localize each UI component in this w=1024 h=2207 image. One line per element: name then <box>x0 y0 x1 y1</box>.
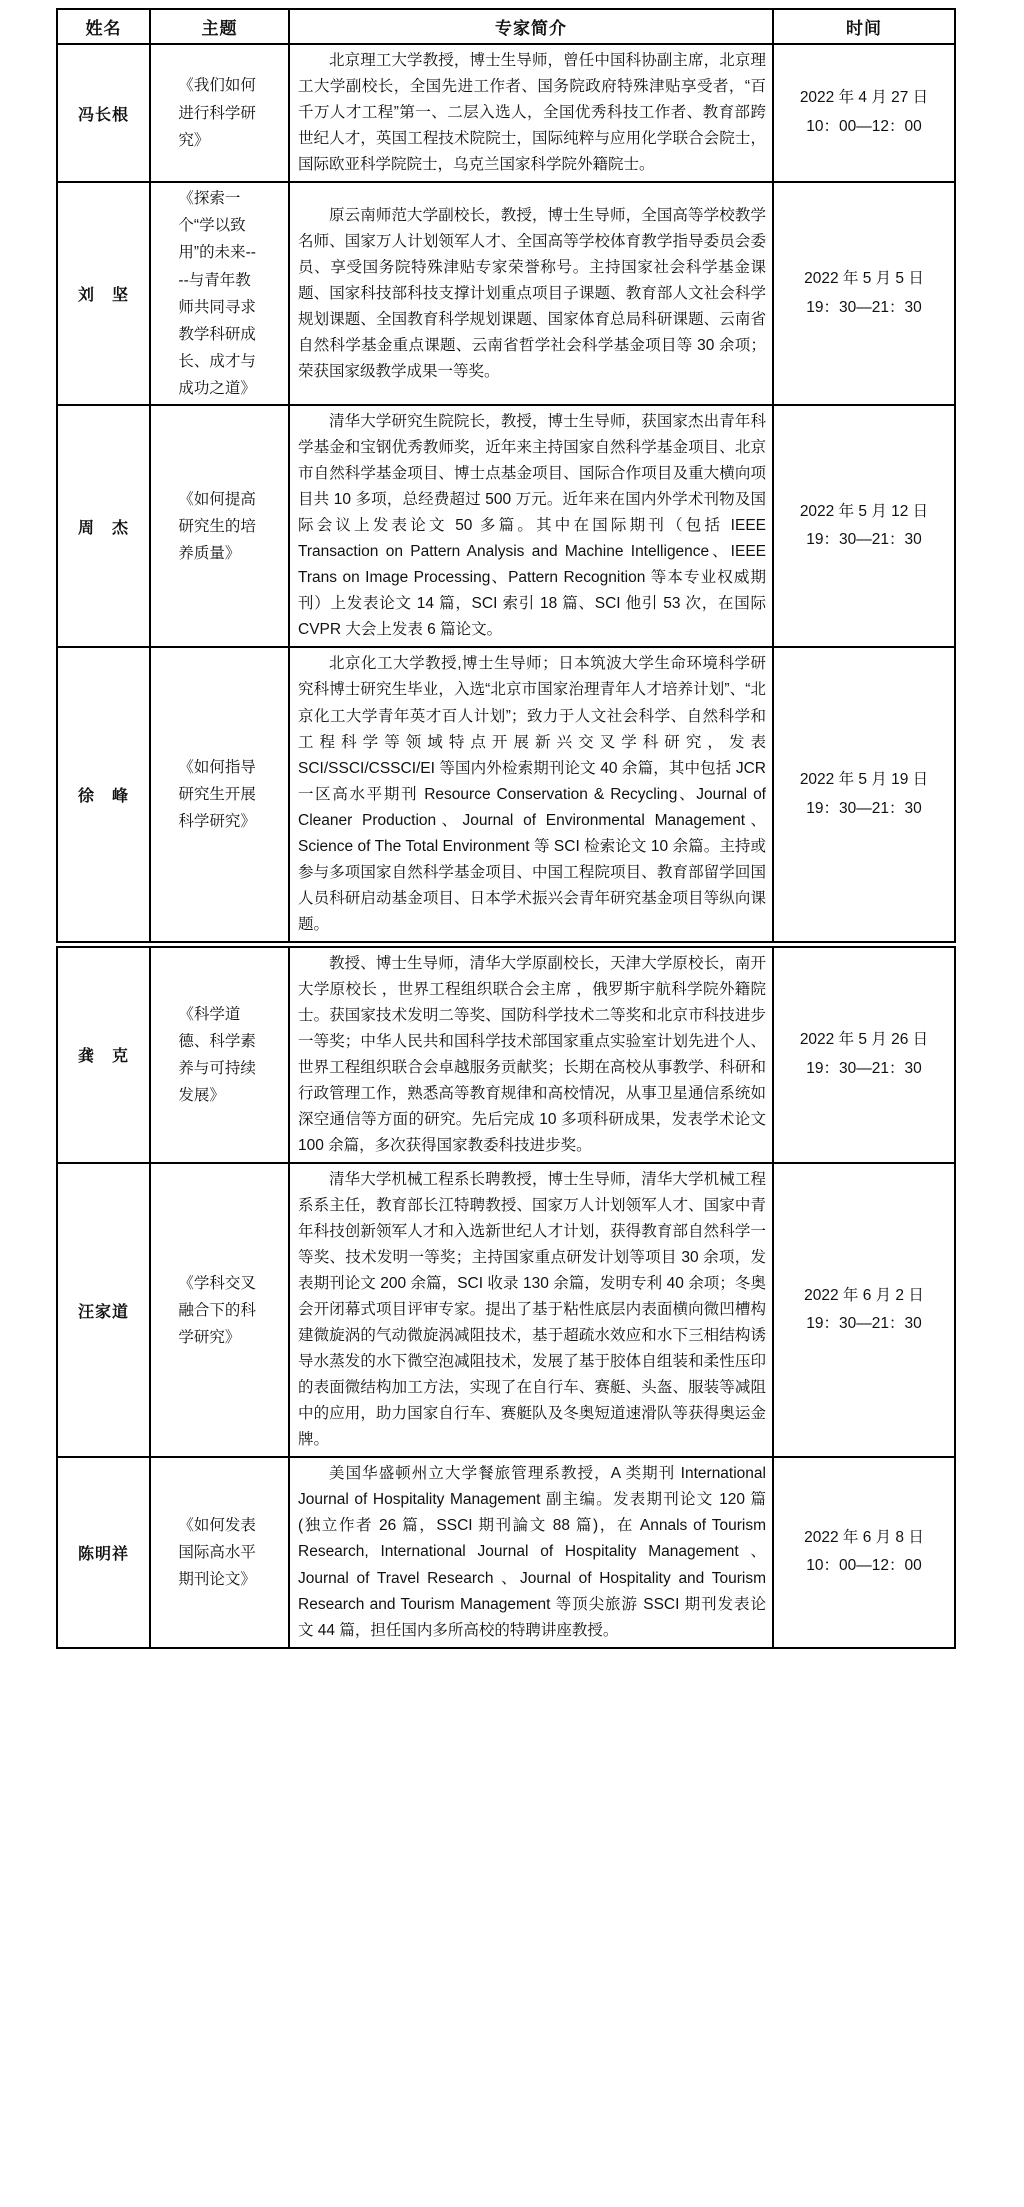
expert-bio: 北京理工大学教授，博士生导师，曾任中国科协副主席，北京理工大学副校长，全国先进工作者、国务院政府特殊津贴享受者，“百千万人才工程”第一、二层入选人，全国优秀科技工作者、教育部跨世纪人才，英国工程技术院院士，国际纯粹与应用化学联合会院士，国际欧亚科学院院士，乌克兰国家科学院外籍院士。 <box>298 52 766 174</box>
header-time: 时间 <box>773 9 955 44</box>
expert-bio: 清华大学机械工程系长聘教授，博士生导师，清华大学机械工程系系主任，教育部长江特聘教授、国家万人计划领军人才、国家中青年科技创新领军人才和入选新世纪人才计划，获得教育部自然科学一等奖、技术发明一等奖；主持国家重点研发计划等项目 30 余项，发表期刊论文 200 余篇，SCI 收录 130 余篇，发明专利 40 余项；冬奥会开闭幕式项目评审专家。提出了基于粘性底层内表面横向微凹槽构建微旋涡的气动微旋涡减阻技术，基于超疏水效应和水下三相结构诱导水蒸发的水下微空泡减阻技术，发展了基于胶体自组装和柔性压印的表面微结构加工方法，实现了在自行车、赛艇、头盔、服装等减阻中的应用，助力国家自行车、赛艇队及冬奥短道速滑队等获得奥运金牌。 <box>298 1171 766 1449</box>
lecture-topic: 《如何指导研究生开展科学研究》 <box>178 758 256 831</box>
lecture-date: 2022 年 5 月 5 日 <box>804 269 924 287</box>
header-topic: 主题 <box>150 9 289 44</box>
lecturer-name-cell <box>57 44 150 182</box>
lecture-time: 10：00—12：00 <box>806 1557 922 1575</box>
lecture-topic: 《学科交叉融合下的科学研究》 <box>178 1274 256 1346</box>
lecture-time-cell <box>773 1163 955 1457</box>
header-name: 姓名 <box>57 9 150 44</box>
table-row <box>57 44 955 182</box>
lecturer-name-cell <box>57 182 150 405</box>
lecturer-name: 汪家道 <box>77 1303 129 1321</box>
expert-bio-cell <box>289 647 773 944</box>
lecture-date: 2022 年 6 月 8 日 <box>804 1528 924 1546</box>
table-row <box>57 1163 955 1457</box>
header-bio: 专家简介 <box>289 9 773 44</box>
lecturer-name-cell <box>57 405 150 647</box>
lecture-topic-cell <box>150 44 289 182</box>
table-row <box>57 647 955 944</box>
lecture-time-cell <box>773 944 955 1163</box>
lecturer-name: 陈明祥 <box>77 1545 129 1563</box>
lecture-topic: 《如何提高研究生的培养质量》 <box>178 490 256 562</box>
lecturer-name: 周 杰 <box>77 519 129 537</box>
lecturer-name: 冯长根 <box>77 106 129 124</box>
lecture-time: 19：30—21：30 <box>806 799 922 817</box>
lecture-time: 19：30—21：30 <box>806 1315 922 1333</box>
lecture-time: 19：30—21：30 <box>806 298 922 316</box>
expert-bio: 清华大学研究生院院长，教授，博士生导师，获国家杰出青年科学基金和宝钢优秀教师奖，近年来主持国家自然科学基金项目、北京市自然科学基金项目、博士点基金项目、国际合作项目及重大横向项目共 10 多项，总经费超过 500 万元。近年来在国内外学术刊物及国际会议上发表论文 50 多篇。其中在国际期刊（包括 IEEE Transaction on Pattern Analysis and Machine Intelligence、IEEE Trans on Image Processing、Pattern Recognition 等本专业权威期刊）上发表论文 14 篇，SCI 索引 18 篇、SCI 他引 53 次，在国际 CVPR 大会上发表 6 篇论文。 <box>298 413 766 639</box>
lecture-topic-cell <box>150 647 289 944</box>
lecture-topic-cell <box>150 944 289 1163</box>
table-body <box>57 44 955 1648</box>
expert-bio-cell <box>289 405 773 647</box>
table-row <box>57 182 955 405</box>
lecture-time: 19：30—21：30 <box>806 1059 922 1077</box>
expert-bio-cell <box>289 944 773 1163</box>
lecture-topic-cell <box>150 1163 289 1457</box>
lecturer-name: 徐 峰 <box>77 788 129 806</box>
lecture-topic-cell <box>150 1457 289 1647</box>
expert-bio: 北京化工大学教授,博士生导师；日本筑波大学生命环境科学研究科博士研究生毕业，入选“北京市国家治理青年人才培养计划”、“北京化工大学青年英才百人计划”；致力于人文社会科学、自然科学和工程科学等领域特点开展新兴交叉学科研究，发表 SCI/SSCI/CSSCI/EI 等国内外检索期刊论文 40 余篇，其中包括 JCR 一区高水平期刊 Resource Conservation & Recycling、Journal of Cleaner Production、Journal of Environmental Management、Science of The Total Environment 等 SCI 检索论文 10 余篇。主持或参与多项国家自然科学基金项目、中国工程院项目、教育部留学回国人员科研启动基金项目、日本学术振兴会青年研究基金项目等纵向课题。 <box>298 655 766 933</box>
table-row <box>57 1457 955 1647</box>
lecture-time-cell <box>773 647 955 944</box>
lecture-date: 2022 年 4 月 27 日 <box>799 89 929 107</box>
lecture-topic-cell <box>150 405 289 647</box>
lecture-date: 2022 年 5 月 26 日 <box>799 1031 929 1049</box>
expert-bio-cell <box>289 182 773 405</box>
expert-bio-cell <box>289 1457 773 1647</box>
lecture-time-cell <box>773 182 955 405</box>
lecturer-name: 龚 克 <box>77 1048 129 1066</box>
lecture-schedule-table <box>56 8 956 1649</box>
expert-bio-cell <box>289 44 773 182</box>
lecture-time-cell <box>773 405 955 647</box>
lecture-topic-cell <box>150 182 289 405</box>
lecture-date: 2022 年 6 月 2 日 <box>804 1286 924 1304</box>
lecturer-name-cell <box>57 1163 150 1457</box>
lecturer-name: 刘 坚 <box>77 287 129 305</box>
table-row <box>57 944 955 1163</box>
expert-bio: 原云南师范大学副校长，教授，博士生导师，全国高等学校教学名师、国家万人计划领军人才、全国高等学校体育教学指导委员会委员、享受国务院特殊津贴专家荣誉称号。主持国家社会科学基金课题、国家科技部科技支撑计划重点项目子课题、教育部人文社会科学规划课题、全国教育科学规划课题、国家体育总局科研课题、云南省自然科学基金重点课题、云南省哲学社会科学基金项目等 30 余项；荣获国家级教学成果一等奖。 <box>298 206 766 380</box>
lecturer-name-cell <box>57 1457 150 1647</box>
lecture-date: 2022 年 5 月 12 日 <box>799 502 929 520</box>
table-row <box>57 405 955 647</box>
lecture-time: 10：00—12：00 <box>806 118 922 136</box>
lecture-topic: 《科学道德、科学素养与可持续发展》 <box>178 1005 256 1105</box>
expert-bio: 美国华盛顿州立大学餐旅管理系教授，A 类期刊 International Journal of Hospitality Management 副主编。发表期刊论文 120 篇 (独立作者 26 篇，SSCI 期刊論文 88 篇)，在 Annals of Tourism Research, International Journal of Hospitality Management 、Journal of Travel Research 、Journal of Hospitality and Tourism Research and Tourism Management 等顶尖旅游 SSCI 期刊发表论文 44 篇，担任国内多所高校的特聘讲座教授。 <box>298 1465 766 1639</box>
lecturer-name-cell <box>57 944 150 1163</box>
lecture-date: 2022 年 5 月 19 日 <box>799 770 929 788</box>
expert-bio-cell <box>289 1163 773 1457</box>
lecture-topic: 《我们如何进行科学研究》 <box>178 77 256 149</box>
lecturer-name-cell <box>57 647 150 944</box>
table-header-row <box>57 9 955 44</box>
lecture-time-cell <box>773 44 955 182</box>
lecture-topic: 《探索一个“学以致用”的未来----与青年教师共同寻求教学科研成长、成才与成功之道》 <box>178 190 256 398</box>
lecture-time: 19：30—21：30 <box>806 531 922 549</box>
lecture-time-cell <box>773 1457 955 1647</box>
expert-bio: 教授、博士生导师，清华大学原副校长，天津大学原校长，南开大学原校长 ，世界工程组织联合会主席 ，俄罗斯宇航科学院外籍院士。获国家技术发明二等奖、国防科学技术二等奖和北京市科技进步一等奖；中华人民共和国科学技术部国家重点实验室计划先进个人、世界工程组织联合会卓越服务贡献奖；长期在高校从事教学、科研和行政管理工作，熟悉高等教育规律和高校情况，从事卫星通信系统如深空通信等方面的研究。先后完成 10 多项科研成果，发表学术论文 100 余篇，多次获得国家教委科技进步奖。 <box>298 954 766 1154</box>
lecture-topic: 《如何发表国际高水平期刊论文》 <box>178 1516 256 1589</box>
